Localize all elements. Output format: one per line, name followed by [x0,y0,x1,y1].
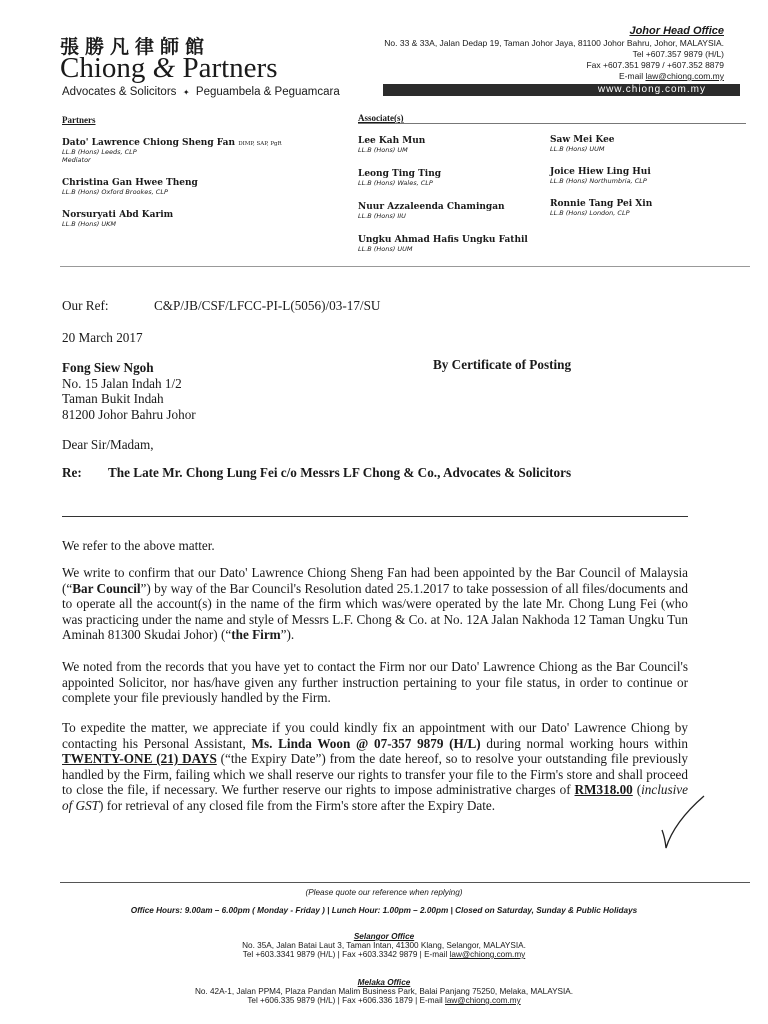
melaka-office [0,978,768,1005]
recipient-address-line: No. 15 Jalan Indah 1/2 [62,375,182,391]
defined-term: Bar Council [72,580,141,596]
associate-entry [550,135,615,153]
associate-qualification: LL.B (Hons) UUM [358,245,413,253]
partner-name: Christina Gan Hwee Theng [62,178,198,188]
subject-rule [62,516,688,517]
deadline: TWENTY-ONE (21) DAYS [62,751,217,766]
head-office-email-link[interactable]: law@chiong.com.my [645,71,724,81]
paragraph-text: ( [632,782,642,797]
partner-role: Mediator [62,156,91,164]
salutation: Dear Sir/Madam, [62,437,154,452]
associate-name: Leong Ting Ting [358,169,442,179]
associate-qualification: LL.B (Hons) Wales, CLP [358,179,433,187]
associate-name: Ronnie Tang Pei Xin [550,199,653,209]
office-title: Selangor Office [353,932,415,941]
letter-date: 20 March 2017 [62,330,143,345]
our-ref-value: C&P/JB/CSF/LFCC-PI-L(5056)/03-17/SU [154,298,381,313]
pen-tick-mark [648,792,708,852]
office-contact [0,950,768,959]
associate-qualification: LL.B (Hons) UUM [550,145,605,153]
gst-note: inclusive of GST [62,782,688,813]
footer-rule [60,882,750,883]
firm-name-part: Chiong [60,52,153,84]
partners-heading: Partners [62,115,96,125]
associate-name: Ungku Ahmad Hafis Ungku Fathil [358,235,528,245]
associate-entry [358,169,441,187]
partner-name: Norsuryati Abd Karim [62,210,174,220]
defined-term: the Firm [231,627,281,642]
office-title: Melaka Office [357,978,411,987]
footer-office-hours: Office Hours: 9.00am – 6.00pm ( Monday - Friday ) | Lunch Hour: 1.00pm – 2.00pm | Closed on Saturday, Sunday & Public Holidays [130,906,638,915]
associates-heading: Associate(s) [358,113,404,123]
paragraph-text: (“the Expiry Date”) from the date hereof, so to resolve your outstanding file previously handled by the Firm, failing which we shall reserve our rights to transfer your file to the Firm's store and shall proceed to close the file, if necessary. We further reserve our rights to impose administrative charges of [62,751,689,797]
office-email-link[interactable]: law@chiong.com.my [449,950,526,959]
office-address: No. 35A, Jalan Batai Laut 3, Taman Intan, 41300 Klang, Selangor, MALAYSIA. [242,941,526,950]
letterhead-divider [60,266,750,267]
recipient-block [62,360,196,422]
head-office-line: Fax +607.351 9879 / +607.352 8879 [586,60,724,70]
recipient-address-line: 81200 Johor Bahru Johor [62,406,196,422]
office-email-link[interactable]: law@chiong.com.my [445,996,521,1005]
partner-qualification: LL.B (Hons) UKM [62,220,116,228]
paragraph-text: To expedite the matter, we appreciate if you could kindly fix an appointment with our Dato' Lawrence Chiong by contacting his Personal Assistant, [62,720,688,751]
associate-qualification: LL.B (Hons) UM [358,146,408,154]
associate-entry [358,235,528,253]
head-office-line: Tel +607.357 9879 (H/L) [632,49,724,59]
partner-qualification: LL.B (Hons) Oxford Brookes, CLP [62,188,168,196]
tagline-english: Advocates & Solicitors [62,86,177,98]
head-office-address [384,38,724,82]
selangor-office [0,932,768,959]
associate-name: Joice Hiew Ling Hui [550,167,651,177]
our-ref-label: Our Ref: [62,298,109,313]
head-office-title: Johor Head Office [629,25,724,37]
associates-rule [358,123,746,124]
posting-method: By Certificate of Posting [433,357,572,372]
office-contact-text: Tel +606.335 9879 (H/L) | Fax +606.336 1879 | E-mail [247,996,446,1005]
recipient-name: Fong Siew Ngoh [62,360,154,375]
paragraph-2 [62,565,688,643]
re-label: Re: [62,465,82,480]
partner-name [62,138,282,148]
associate-qualification: LL.B (Hons) Northumbria, CLP [550,177,647,185]
partner-entry [62,210,173,228]
partner-qualification: LL.B (Hons) Leeds, CLP [62,148,137,156]
office-address: No. 42A-1, Jalan PPM4, Plaza Pandan Malim Business Park, Balai Panjang 75250, Melaka, MALAYSIA. [194,987,574,996]
firm-name [60,52,278,85]
office-contact [0,996,768,1005]
recipient-address-line: Taman Bukit Indah [62,391,164,406]
head-office-line: No. 33 & 33A, Jalan Dedap 19, Taman Johor Jaya, 81100 Johor Bahru, Johor, MALAYSIA. [384,38,724,48]
associate-name: Nuur Azzaleenda Chamingan [358,202,505,212]
paragraph-text: We write to confirm that our Dato' Lawrence Chiong Sheng Fan had been appointed by the Bar Council of Malaysia (“ [62,565,688,596]
website-bar[interactable]: www.chiong.com.my [383,84,740,96]
partner-entry [62,178,198,196]
footer-quote-note: (Please quote our reference when replying) [305,888,463,897]
associate-qualification: LL.B (Hons) IIU [358,212,406,220]
paragraph-text: ”) by way of the Bar Council's Resolution dated 25.1.2017 to take possession of all files/documents and to operate all the account(s) in the name of the firm which was/were operated by the late Mr. Chong Lung Fei (who was practicing under the name and style of Messrs L.F. Chong & Co. at No. 12A Jalan Nakhoda 12 Taman Ungku Tun Aminah 81300 Skudai Johor) (“ [62,580,688,642]
partner-honours: DIMP, SAP, PgR [238,141,282,147]
associate-entry [550,167,651,185]
paragraph-text: ”). [280,627,295,642]
charge-amount: RM318.00 [574,782,633,797]
partner-entry [62,138,282,164]
paragraph-4 [62,720,688,813]
associate-name: Saw Mei Kee [550,135,615,145]
firm-tagline [62,86,340,98]
associate-entry [358,136,425,154]
associate-entry [358,202,505,220]
paragraph-text: ) for retrieval of any closed file from the Firm's store after the Expiry Date. [99,797,496,813]
paragraph-3: We noted from the records that you have yet to contact the Firm nor our Dato' Lawrence Chiong as the Bar Council's appointed Solicitor, nor has/have given any further instruction pertaining to your file status, in order to continue or complete your file previously handled by the Firm. [62,659,688,705]
email-label: E-mail [619,71,646,81]
associate-entry [550,199,652,217]
firm-chinese-name: 張勝凡律師館 [60,36,211,58]
re-subject: The Late Mr. Chong Lung Fei c/o Messrs LF Chong & Co., Advocates & Solicitors [108,465,572,480]
firm-name-part: Partners [175,52,278,84]
tagline-separator-icon: ✦ [182,88,190,97]
contact-person: Ms. Linda Woon @ 07-357 9879 (H/L) [251,735,481,751]
paragraph-text: during normal working hours within [480,735,688,751]
firm-name-ampersand: & [152,52,176,84]
paragraph-1: We refer to the above matter. [62,538,215,553]
partner-name-text: Dato' Lawrence Chiong Sheng Fan [62,138,236,148]
head-office-email-line [384,71,724,82]
associate-name: Lee Kah Mun [358,136,426,146]
associate-qualification: LL.B (Hons) London, CLP [550,209,630,217]
tagline-malay: Peguambela & Peguamcara [195,86,340,98]
office-contact-text: Tel +603.3341 9879 (H/L) | Fax +603.3342 9879 | E-mail [242,950,450,959]
